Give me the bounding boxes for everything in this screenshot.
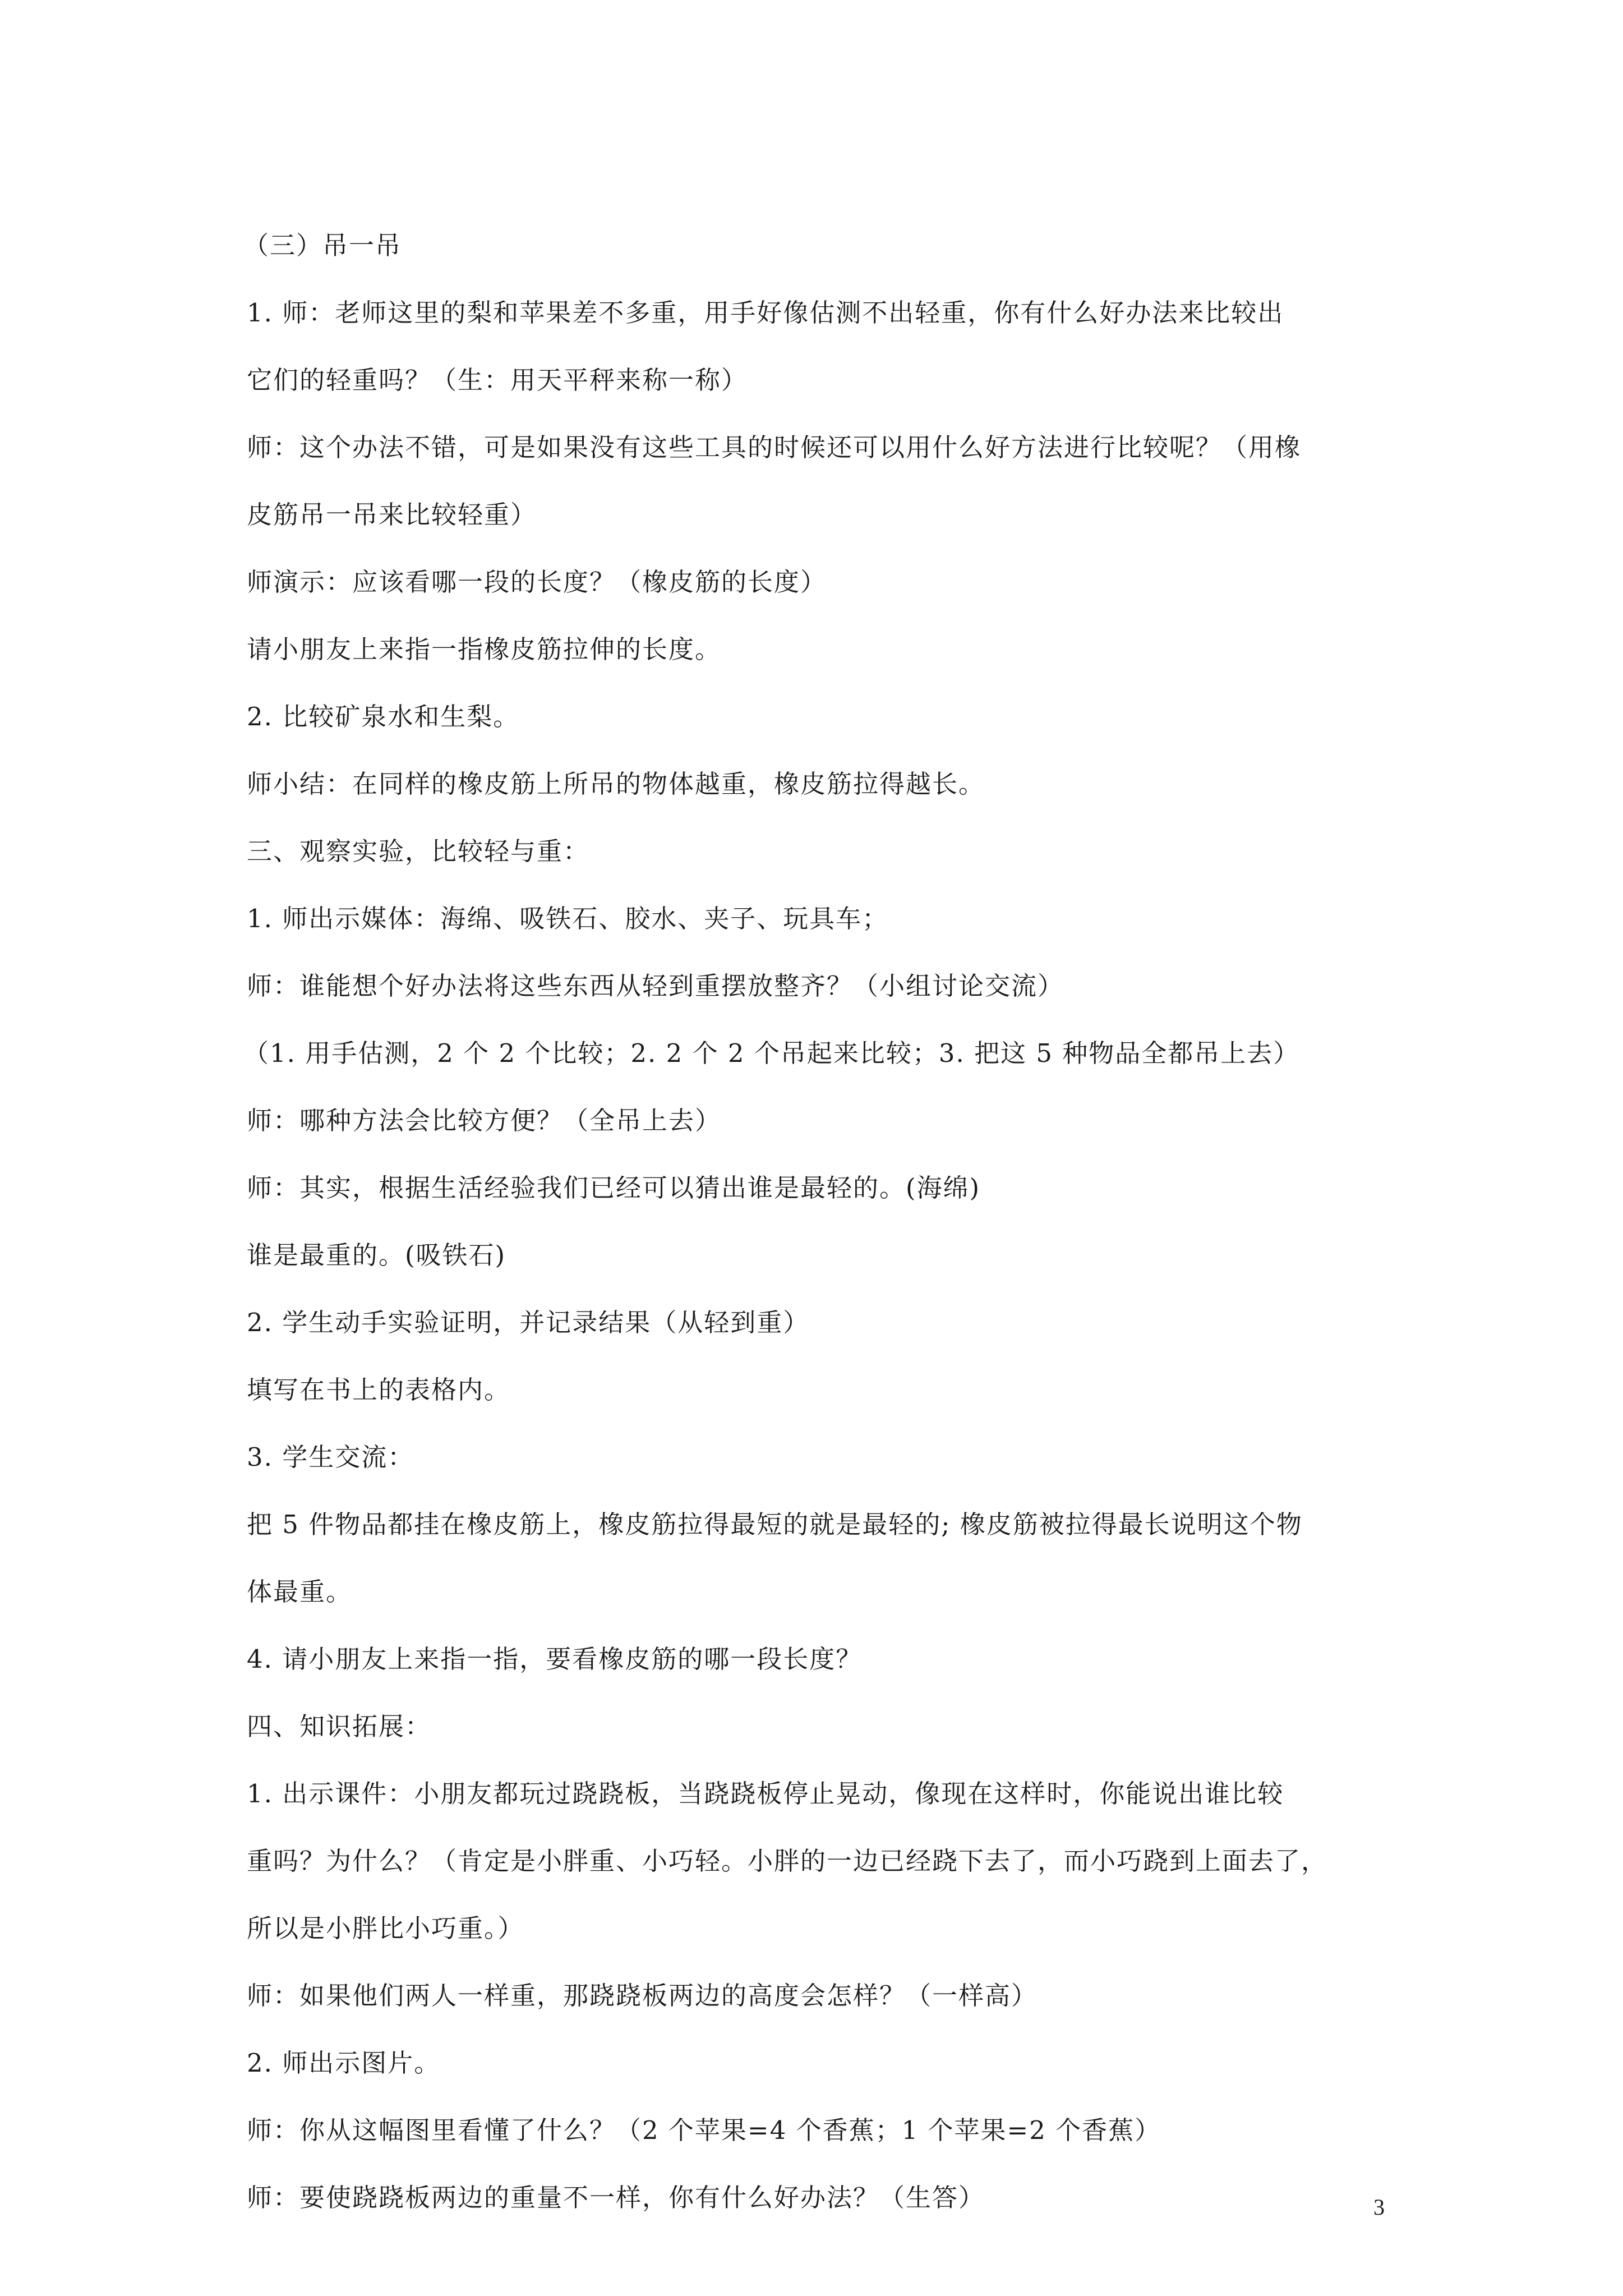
paragraph-line: 皮筋吊一吊来比较轻重） [247,500,537,530]
paragraph-line: 师演示：应该看哪一段的长度？（橡皮筋的长度） [247,567,827,597]
paragraph-line: 2. 学生动手实验证明，并记录结果（从轻到重） [247,1308,810,1337]
paragraph-line: 2. 比较矿泉水和生梨。 [247,702,520,731]
paragraph-line: 1. 出示课件：小朋友都玩过跷跷板，当跷跷板停止晃动，像现在这样时，你能说出谁比较 [247,1779,1284,1809]
paragraph-line: 所以是小胖比小巧重。） [247,1913,524,1943]
paragraph-line: 师小结：在同样的橡皮筋上所吊的物体越重，橡皮筋拉得越长。 [247,769,985,799]
page-number: 3 [1373,2194,1385,2220]
paragraph-line: 4. 请小朋友上来指一指，要看橡皮筋的哪一段长度？ [247,1644,863,1674]
section-heading: 三、观察实验，比较轻与重： [247,836,590,866]
paragraph-line: 3. 学生交流： [247,1442,414,1472]
paragraph-line: 请小朋友上来指一指橡皮筋拉伸的长度。 [247,634,722,664]
section-heading: （三）吊一吊 [243,231,402,260]
paragraph-line: （1. 用手估测，2 个 2 个比较；2. 2 个 2 个吊起来比较；3. 把这 5 种物品全都吊上去） [243,1038,1300,1068]
paragraph-line: 1. 师出示媒体：海绵、吸铁石、胶水、夹子、玩具车； [247,904,889,933]
paragraph-line: 师：你从这幅图里看懂了什么？（2 个苹果=4 个香蕉；1 个苹果=2 个香蕉） [247,2115,1161,2145]
paragraph-line: 师：要使跷跷板两边的重量不一样，你有什么好办法？（生答） [247,2183,985,2212]
paragraph-line: 师：谁能想个好办法将这些东西从轻到重摆放整齐？（小组讨论交流） [247,971,1064,1001]
paragraph-line: 师：这个办法不错，可是如果没有这些工具的时候还可以用什么好方法进行比较呢？（用橡 [247,432,1302,462]
paragraph-line: 重吗？为什么？（肯定是小胖重、小巧轻。小胖的一边已经跷下去了，而小巧跷到上面去了， [247,1846,1328,1876]
section-heading: 四、知识拓展： [247,1711,432,1741]
paragraph-line: 师：如果他们两人一样重，那跷跷板两边的高度会怎样？（一样高） [247,1981,1038,2010]
document-body [243,212,1385,2231]
paragraph-line: 把 5 件物品都挂在橡皮筋上，橡皮筋拉得最短的就是最轻的; 橡皮筋被拉得最长说明这个物 [247,1510,1303,1539]
paragraph-line: 2. 师出示图片。 [247,2048,441,2078]
paragraph-line: 师：哪种方法会比较方便？（全吊上去） [247,1106,722,1135]
paragraph-line: 它们的轻重吗？（生：用天平秤来称一称） [247,365,748,395]
paragraph-line: 师：其实，根据生活经验我们已经可以猜出谁是最轻的。(海绵) [247,1173,981,1203]
paragraph-line: 填写在书上的表格内。 [247,1375,511,1405]
paragraph-line: 1. 师：老师这里的梨和苹果差不多重，用手好像估测不出轻重，你有什么好办法来比较出 [247,298,1284,328]
paragraph-line: 体最重。 [247,1577,353,1607]
paragraph-line: 谁是最重的。(吸铁石) [247,1240,506,1270]
